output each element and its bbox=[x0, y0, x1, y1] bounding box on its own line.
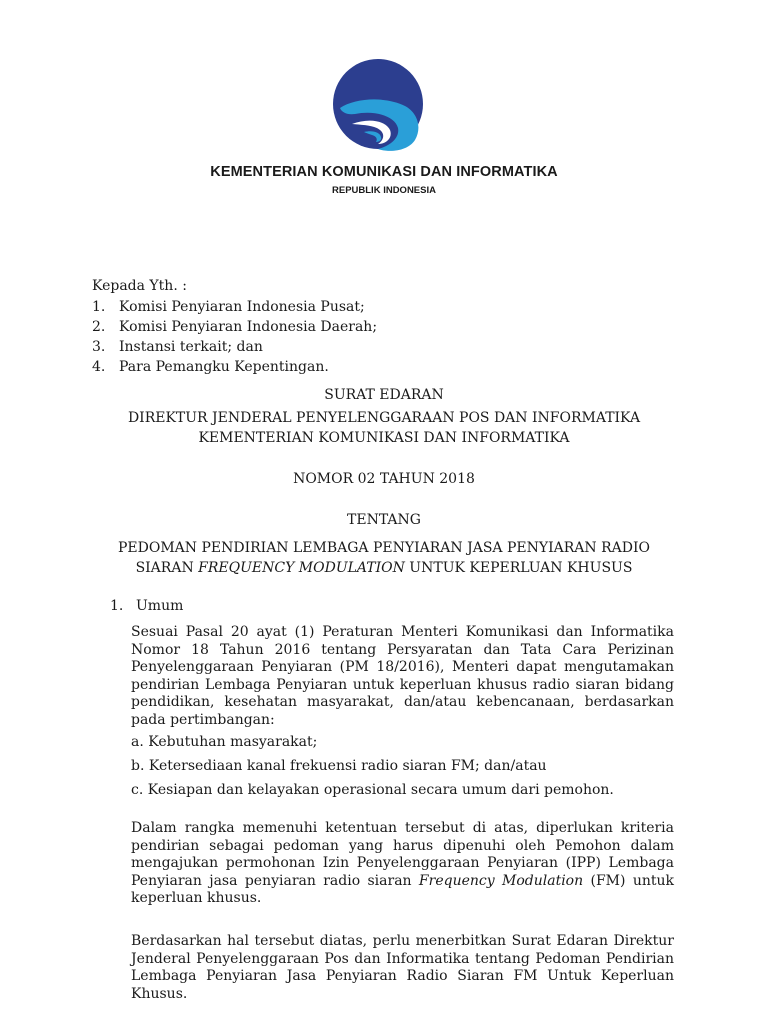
paragraph-2 bbox=[131, 820, 674, 908]
recipient-number: 2. bbox=[92, 319, 106, 335]
recipient-item bbox=[92, 317, 377, 337]
paragraph-3: Berdasarkan hal tersebut diatas, perlu menerbitkan Surat Edaran Direktur Jenderal Penyelenggaraan Pos dan Informatika tentang Pedoman Pendirian Lembaga Penyiaran Jasa Penyiaran Radio Siaran FM Untuk Keperluan Khusus. bbox=[131, 933, 674, 1002]
list-item: a. Kebutuhan masyarakat; bbox=[131, 734, 318, 750]
recipient-item bbox=[92, 357, 377, 377]
paragraph-text: (FM) untuk keperluan khusus. bbox=[131, 872, 674, 906]
list-item: c. Kesiapan dan kelayakan operasional secara umum dari pemohon. bbox=[131, 782, 614, 798]
subject-text: UNTUK KEPERLUAN KHUSUS bbox=[404, 560, 633, 576]
kominfo-logo bbox=[330, 58, 430, 153]
ministry-name: KEMENTERIAN KOMUNIKASI DAN INFORMATIKA bbox=[210, 164, 558, 180]
paragraph-text: Dalam rangka memenuhi ketentuan tersebut di atas, diperlukan kriteria pendirian sebagai pedoman yang harus dipenuhi oleh Pemohon dalam mengajukan permohonan Izin Penyelenggaraan Penyiaran (IPP) Lembaga Penyiaran jasa penyiaran radio siaran bbox=[131, 820, 674, 889]
subject-line-1: PEDOMAN PENDIRIAN LEMBAGA PENYIARAN JASA PENYIARAN RADIO bbox=[117, 540, 650, 556]
recipient-text: Para Pemangku Kepentingan. bbox=[119, 359, 329, 375]
recipient-number: 1. bbox=[92, 299, 106, 315]
subject-text: SIARAN bbox=[135, 560, 199, 576]
republic-name: REPUBLIK INDONESIA bbox=[332, 185, 436, 196]
consideration-list bbox=[131, 730, 614, 802]
document-type: SURAT EDARAN bbox=[324, 387, 444, 403]
issuer-line: DIREKTUR JENDERAL PENYELENGGARAAN POS DAN INFORMATIKA bbox=[127, 410, 641, 426]
subject-italic: FREQUENCY MODULATION bbox=[198, 560, 405, 576]
ministry-line: KEMENTERIAN KOMUNIKASI DAN INFORMATIKA bbox=[198, 430, 570, 446]
recipient-item bbox=[92, 337, 377, 357]
recipient-text: Komisi Penyiaran Indonesia Pusat; bbox=[119, 299, 365, 315]
section-heading bbox=[110, 598, 183, 614]
recipient-number: 4. bbox=[92, 359, 106, 375]
addressee-label: Kepada Yth. : bbox=[92, 278, 187, 294]
tentang-label: TENTANG bbox=[347, 512, 421, 528]
recipient-list bbox=[92, 297, 377, 377]
list-item: b. Ketersediaan kanal frekuensi radio siaran FM; dan/atau bbox=[131, 758, 547, 774]
paragraph-1: Sesuai Pasal 20 ayat (1) Peraturan Menteri Komunikasi dan Informatika Nomor 18 Tahun 2016 tentang Persyaratan dan Tata Cara Perizinan Penyelenggaraan Penyiaran (PM 18/2016), Menteri dapat mengutamakan pendirian Lembaga Penyiaran untuk keperluan khusus radio siaran bidang pendidikan, kesehatan masyarakat, dan/atau kebencanaan, berdasarkan pada pertimbangan: bbox=[131, 624, 674, 728]
recipient-item bbox=[92, 297, 377, 317]
document-number: NOMOR 02 TAHUN 2018 bbox=[293, 471, 475, 487]
paragraph-italic: Frequency Modulation bbox=[418, 872, 584, 889]
recipient-text: Instansi terkait; dan bbox=[119, 339, 263, 355]
recipient-text: Komisi Penyiaran Indonesia Daerah; bbox=[119, 319, 378, 335]
subject-line-2 bbox=[0, 560, 768, 576]
section-number: 1. bbox=[110, 598, 124, 614]
section-title: Umum bbox=[136, 598, 184, 614]
recipient-number: 3. bbox=[92, 339, 106, 355]
